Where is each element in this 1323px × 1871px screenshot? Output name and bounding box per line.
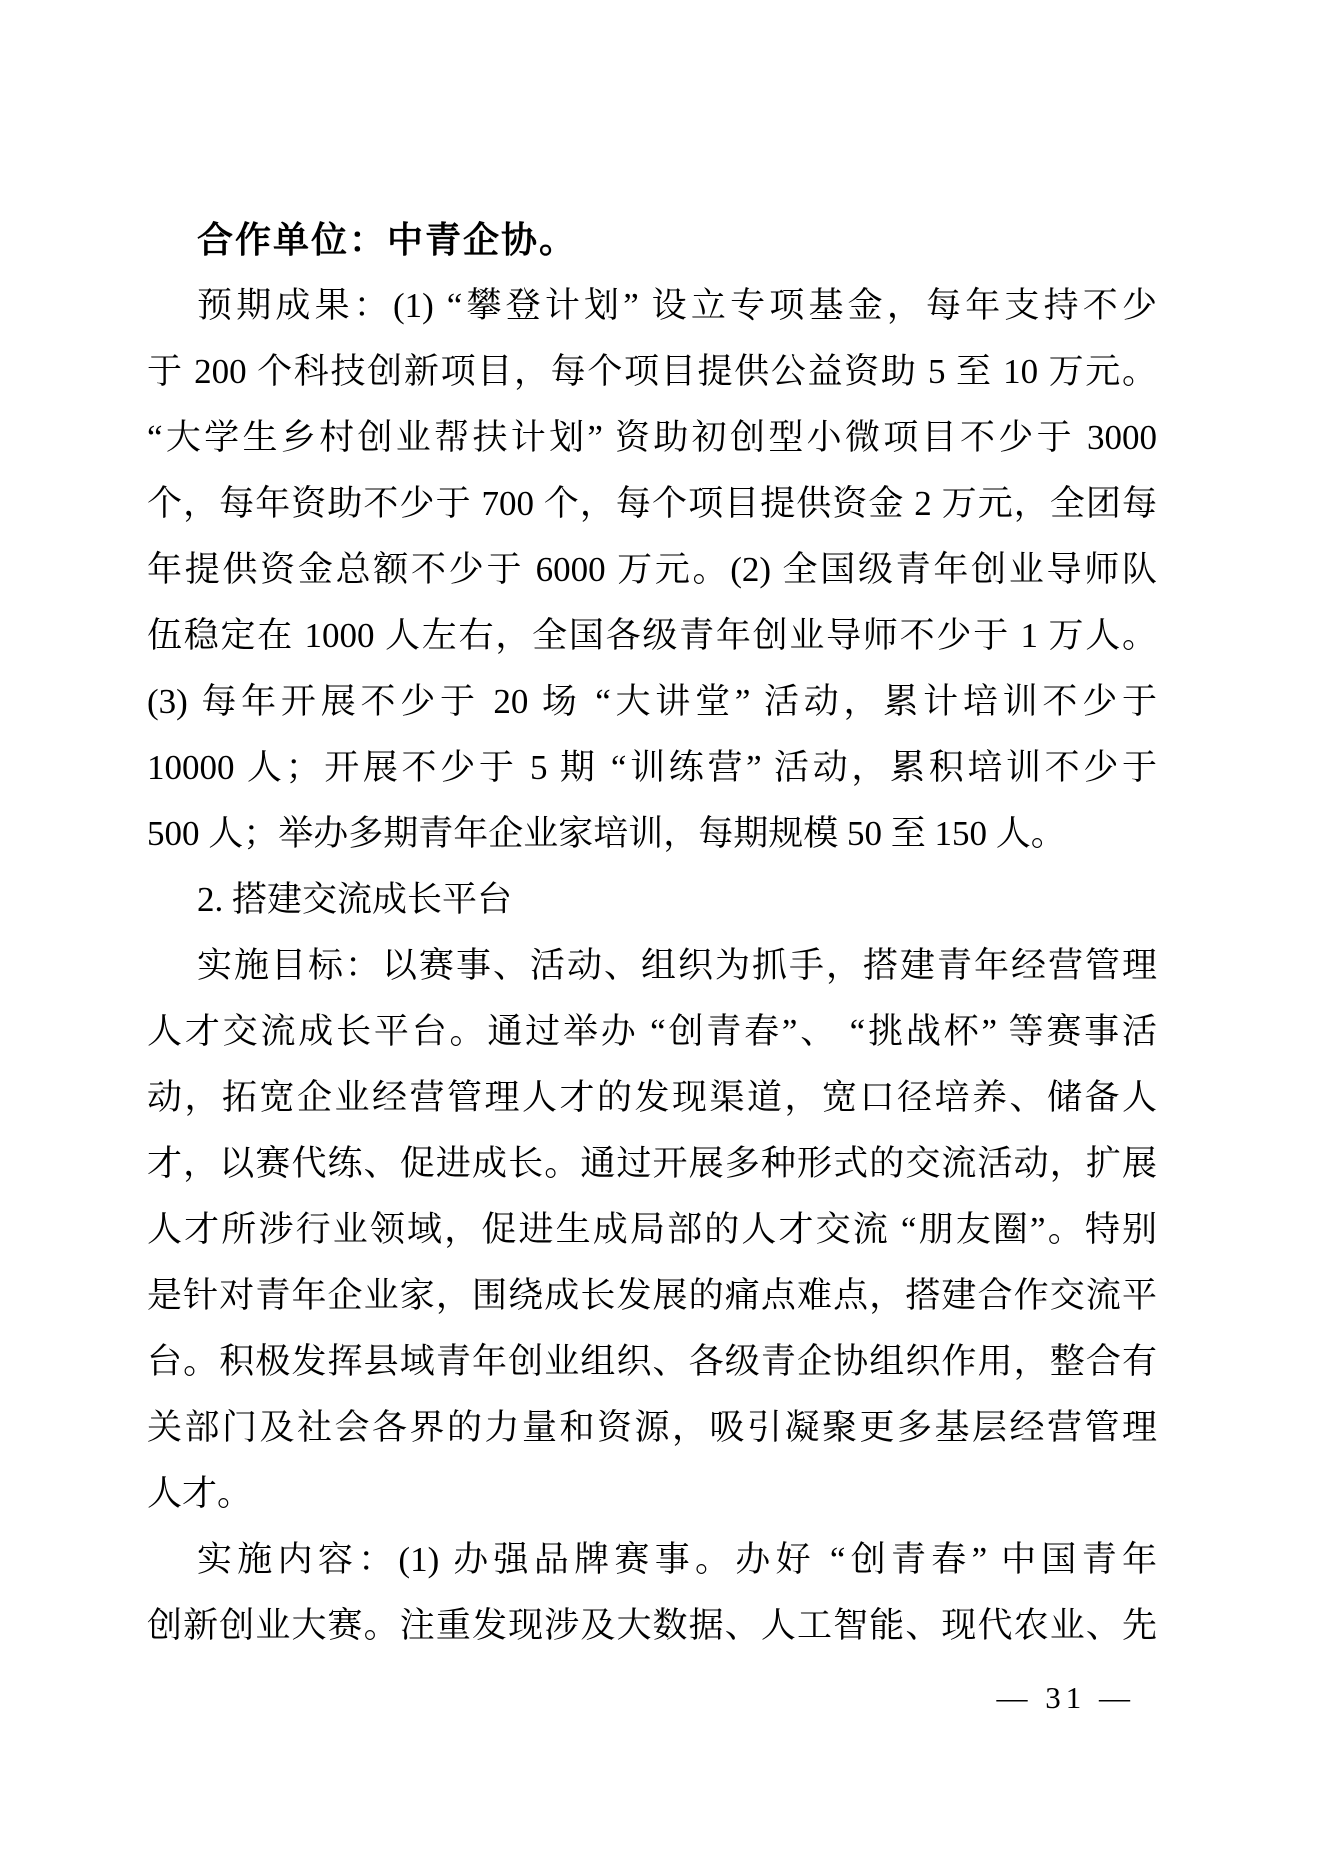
text-line: 2. 搭建交流成长平台 [197,880,513,919]
text-line: “大学生乡村创业帮扶计划” 资助初创型小微项目不少于 3000 [147,418,1157,457]
section-heading: 合作单位：中青企协。 [197,219,578,260]
text-line: 于 200 个科技创新项目，每个项目提供公益资助 5 至 10 万元。 [147,352,1157,391]
text-line: 伍稳定在 1000 人左右，全国各级青年创业导师不少于 1 万人。 [147,616,1157,655]
page-number: — 31 — [996,1680,1135,1715]
text-line: 500 人；举办多期青年企业家培训，每期规模 50 至 150 人。 [147,814,1066,853]
text-line: 实施内容：(1) 办强品牌赛事。办好 “创青春” 中国青年 [197,1540,1157,1579]
text-line: 预期成果：(1) “攀登计划” 设立专项基金，每年支持不少 [197,286,1157,325]
paragraph [147,933,1157,1527]
text-line: 年提供资金总额不少于 6000 万元。(2) 全国级青年创业导师队 [147,550,1157,589]
text-line: 关部门及社会各界的力量和资源，吸引凝聚更多基层经营管理 [147,1408,1157,1447]
paragraph [147,1527,1157,1659]
paragraphs-container [147,273,1157,1659]
text-line: 10000 人；开展不少于 5 期 “训练营” 活动，累积培训不少于 [147,748,1157,787]
text-line: 实施目标：以赛事、活动、组织为抓手，搭建青年经营管理 [197,946,1157,985]
text-line: 台。积极发挥县域青年创业组织、各级青企协组织作用，整合有 [147,1342,1157,1381]
text-line: 才，以赛代练、促进成长。通过开展多种形式的交流活动，扩展 [147,1144,1157,1183]
paragraph [147,273,1157,867]
text-line: 创新创业大赛。注重发现涉及大数据、人工智能、现代农业、先 [147,1606,1157,1645]
text-line: 人才交流成长平台。通过举办 “创青春”、 “挑战杯” 等赛事活 [147,1012,1157,1051]
text-line: 个，每年资助不少于 700 个，每个项目提供资金 2 万元，全团每 [147,484,1157,523]
text-line: 动，拓宽企业经营管理人才的发现渠道，宽口径培养、储备人 [147,1078,1157,1117]
document-body [147,207,1157,1659]
text-line: 是针对青年企业家，围绕成长发展的痛点难点，搭建合作交流平 [147,1276,1157,1315]
text-line: 人才所涉行业领域，促进生成局部的人才交流 “朋友圈”。特别 [147,1210,1157,1249]
text-line: 人才。 [147,1474,253,1513]
subheading [147,867,1157,933]
text-line: (3) 每年开展不少于 20 场 “大讲堂” 活动，累计培训不少于 [147,682,1157,721]
